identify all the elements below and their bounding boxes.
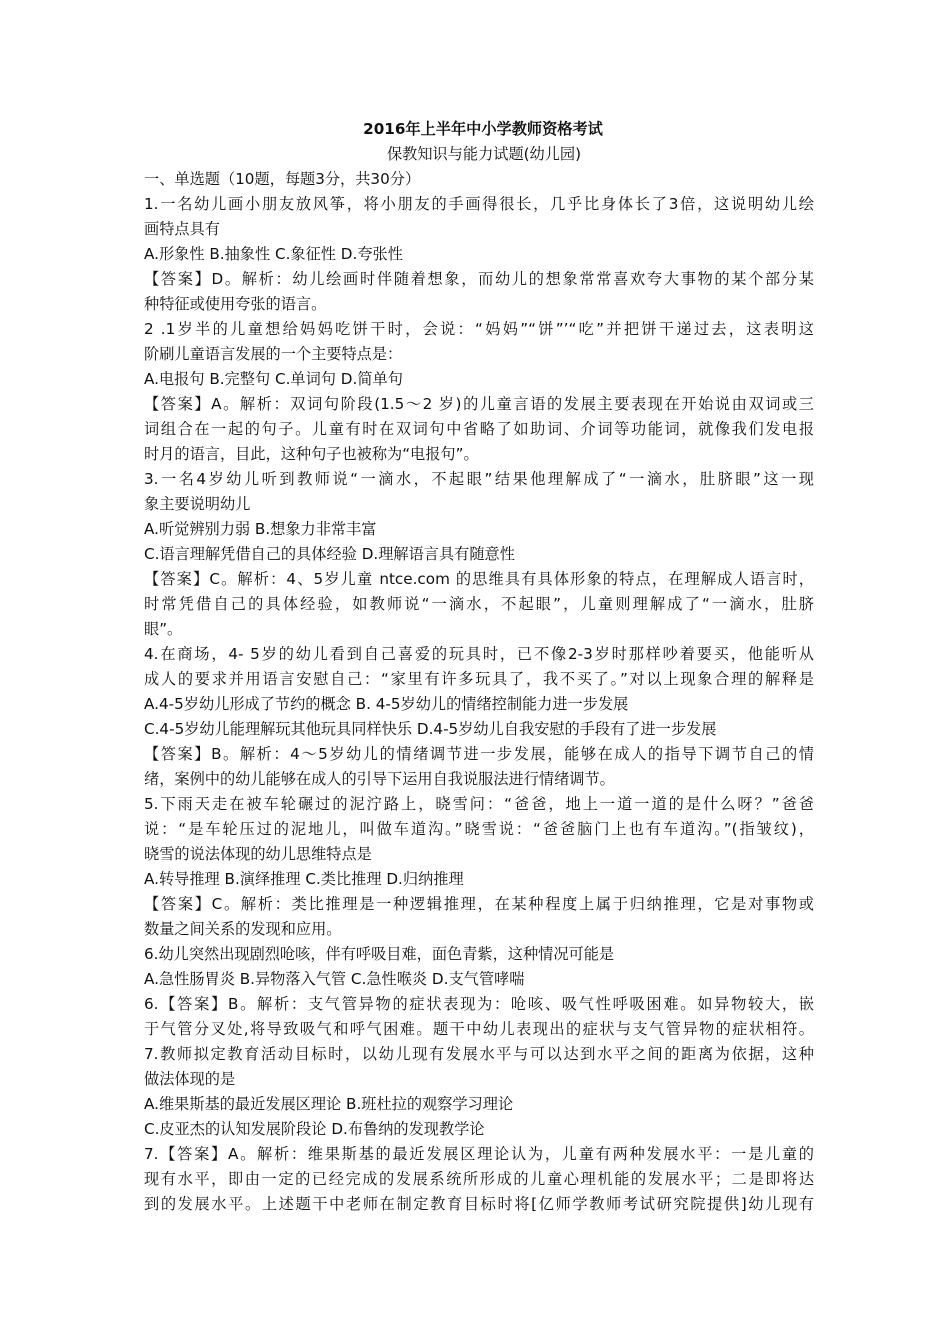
text-line: 【答案】C。解析：类比推理是一种逻辑推理，在某种程度上属于归纳推理，它是对事物或: [144, 895, 814, 913]
text-line: 【答案】A。解析：双词句阶段(1.5～2 岁)的儿童言语的发展主要表现在开始说由双词或三: [144, 395, 814, 413]
text-line: 一、单选题（10题，每题3分，共30分）: [144, 170, 421, 188]
text-line: 6.幼儿突然出现剧烈呛咳，伴有呼吸目难，面色青紫，这种情况可能是: [144, 945, 615, 963]
text-line: 象主要说明幼儿: [144, 495, 251, 513]
text-line: 【答案】B。解析：4～5岁幼儿的情绪调节进一步发展，能够在成人的指导下调节自己的情: [144, 745, 814, 763]
text-line: 3.一名4岁幼儿听到教师说“一滴水，不起眼”结果他理解成了“一滴水，肚脐眼”这一现: [144, 470, 814, 488]
text-line: 4.在商场，4- 5岁的幼儿看到自己喜爱的玩具时，已不像2-3岁时那样吵着要买，他能听从: [144, 645, 814, 663]
text-line: 【答案】D。解析：幼儿绘画时伴随着想象，而幼儿的想象常常喜欢夸大事物的某个部分某: [144, 270, 814, 288]
text-line: A.4-5岁幼儿形成了节约的概念 B. 4-5岁幼儿的情绪控制能力进一步发展: [144, 695, 629, 713]
text-line: 5.下雨天走在被车轮碾过的泥泞路上，晓雪问：“爸爸，地上一道一道的是什么呀？”爸爸: [144, 795, 814, 813]
text-line: 画特点具有: [144, 220, 220, 238]
document-body: [144, 167, 814, 1217]
text-line: 6.【答案】B。解析：支气管异物的症状表现为：呛咳、吸气性呼吸困难。如异物较大，嵌: [144, 995, 814, 1013]
text-line: A.听觉辨别力弱 B.想象力非常丰富: [144, 520, 377, 538]
text-line: 词组合在一起的句子。儿童有时在双词句中省略了如助词、介词等功能词，就像我们发电报: [144, 420, 814, 438]
text-line: A.转导推理 B.演绎推理 C.类比推理 D.归纳推理: [144, 870, 464, 888]
text-line: 7.教师拟定教育活动目标时，以幼儿现有发展水平与可以达到水平之间的距离为依据，这种: [144, 1045, 814, 1063]
text-line: 现有水平，即由一定的已经完成的发展系统所形成的儿童心理机能的发展水平；二是即将达: [144, 1170, 814, 1188]
text-line: 1.一名幼儿画小朋友放风筝，将小朋友的手画得很长，几乎比身体长了3倍，这说明幼儿绘: [144, 195, 814, 213]
text-line: 做法体现的是: [144, 1070, 236, 1088]
document-subtitle: 保教知识与能力试题(幼儿园): [386, 145, 582, 163]
text-line: 7.【答案】A。解析：维果斯基的最近发展区理论认为，儿童有两种发展水平：一是儿童的: [144, 1145, 814, 1163]
text-line: 时常凭借自己的具体经验，如教师说“一滴水，不起眼”，儿童则理解成了“一滴水，肚脐: [144, 595, 814, 613]
text-line: 于气管分叉处,将导致吸气和呼气困难。题干中幼儿表现出的症状与支气管异物的症状相符。: [144, 1020, 814, 1038]
text-line: 眼”。: [144, 620, 183, 638]
text-line: 阶刷儿童语言发展的一个主要特点是：: [144, 345, 403, 363]
text-line: C.语言理解凭借自己的具体经验 D.理解语言具有随意性: [144, 545, 515, 563]
document-title: 2016年上半年中小学教师资格考试: [363, 120, 603, 138]
document-page: [144, 117, 814, 1217]
text-line: C.4-5岁幼儿能理解玩其他玩具同样快乐 D.4-5岁幼儿自我安慰的手段有了进一步发展: [144, 720, 717, 738]
text-line: 【答案】C。解析：4、5岁儿童 ntce.com 的思维具有具体形象的特点，在理解成人语言时，: [144, 570, 814, 588]
text-line: 数量之间关系的发现和应用。: [144, 920, 342, 938]
text-line: 成人的要求并用语言安慰自己：“家里有许多玩具了，我不买了。”对以上现象合理的解释是: [144, 670, 814, 688]
text-line: 2 .1岁半的儿童想给妈妈吃饼干时，会说：“妈妈”“饼”’“吃”并把饼干递过去，这表明这: [144, 320, 814, 338]
text-line: 说：“是车轮压过的泥地儿，叫做车道沟。”晓雪说：“爸爸脑门上也有车道沟。”(指皱纹)，: [144, 820, 814, 838]
text-line: A.急性肠胃炎 B.异物落入气管 C.急性喉炎 D.支气管哮喘: [144, 970, 525, 988]
text-line: A.维果斯基的最近发展区理论 B.班杜拉的观察学习理论: [144, 1095, 514, 1113]
text-line: 晓雪的说法体现的幼儿思维特点是: [144, 845, 372, 863]
text-line: 种特征或使用夸张的语言。: [144, 295, 327, 313]
text-line: 时月的语言，目此，这种句子也被称为“电报句”。: [144, 445, 479, 463]
text-line: 绪，案例中的幼儿能够在成人的引导下运用自我说服法进行情绪调节。: [144, 770, 615, 788]
text-line: C.皮亚杰的认知发展阶段论 D.布鲁纳的发现教学论: [144, 1120, 485, 1138]
text-line: A.电报句 B.完整句 C.单词句 D.简单句: [144, 370, 403, 388]
text-line: A.形象性 B.抽象性 C.象征性 D.夸张性: [144, 245, 403, 263]
text-line: 到的发展水平。上述题干中老师在制定教育目标时将[亿师学教师考试研究院提供]幼儿现有: [144, 1195, 814, 1213]
